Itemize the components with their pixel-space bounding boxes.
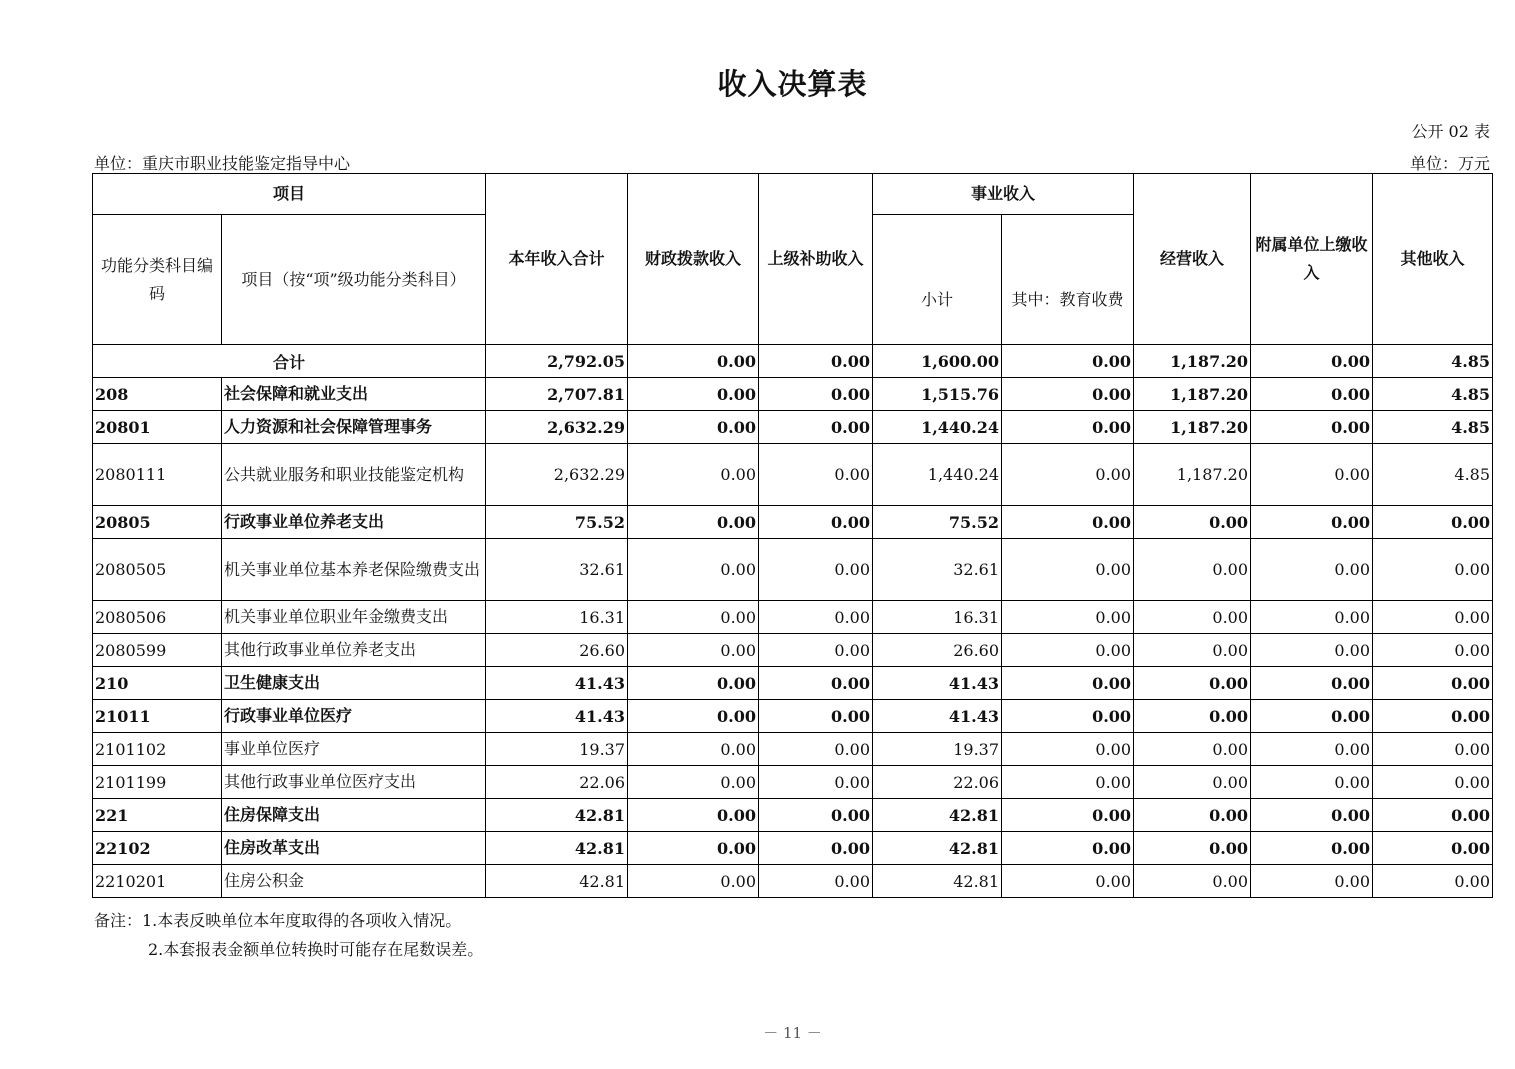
row-name: 事业单位医疗 [222,733,486,766]
table-row [93,733,1493,766]
row-value: 0.00 [759,733,873,766]
row-value: 41.43 [486,667,628,700]
row-value: 0.00 [1134,634,1251,667]
row-value: 0.00 [1251,865,1373,898]
row-name: 行政事业单位养老支出 [222,506,486,539]
row-name: 其他行政事业单位医疗支出 [222,766,486,799]
row-value: 1,187.20 [1134,411,1251,444]
row-value: 16.31 [486,601,628,634]
total-label: 合计 [93,345,486,378]
header-operating: 经营收入 [1134,174,1251,345]
row-value: 0.00 [759,378,873,411]
row-value: 0.00 [1251,700,1373,733]
row-value: 0.00 [628,601,759,634]
row-code: 20801 [93,411,222,444]
row-value: 0.00 [759,506,873,539]
income-table [92,173,1493,898]
row-value: 22.06 [486,766,628,799]
total-cell: 1,600.00 [873,345,1002,378]
currency-unit: 单位：万元 [1409,154,1490,173]
row-value: 0.00 [628,700,759,733]
row-value: 0.00 [1002,733,1134,766]
row-value: 75.52 [486,506,628,539]
row-value: 26.60 [873,634,1002,667]
header-name: 项目（按“项”级功能分类科目） [222,215,486,345]
row-code: 22102 [93,832,222,865]
row-value: 0.00 [1002,766,1134,799]
header-fiscal: 财政拨款收入 [628,174,759,345]
row-value: 0.00 [759,444,873,506]
row-name: 其他行政事业单位养老支出 [222,634,486,667]
row-value: 0.00 [628,634,759,667]
row-code: 20805 [93,506,222,539]
row-code: 2080111 [93,444,222,506]
row-value: 0.00 [1002,411,1134,444]
row-value: 19.37 [486,733,628,766]
total-row [93,345,1493,378]
row-value: 1,440.24 [873,444,1002,506]
row-value: 0.00 [1134,733,1251,766]
form-number: 公开 02 表 [1411,122,1490,141]
row-value: 1,187.20 [1134,378,1251,411]
reporting-unit: 单位：重庆市职业技能鉴定指导中心 [94,154,351,173]
row-value: 0.00 [1251,506,1373,539]
row-value: 42.81 [486,865,628,898]
row-value: 0.00 [628,506,759,539]
row-value: 2,632.29 [486,411,628,444]
row-code: 221 [93,799,222,832]
row-value: 42.81 [873,832,1002,865]
row-value: 0.00 [1002,667,1134,700]
row-value: 0.00 [1373,634,1493,667]
table-row [93,506,1493,539]
row-value: 0.00 [1251,601,1373,634]
row-value: 0.00 [1251,733,1373,766]
row-code: 2080599 [93,634,222,667]
row-code: 2210201 [93,865,222,898]
row-value: 0.00 [1002,601,1134,634]
page-title: 收入决算表 [717,67,868,101]
row-value: 16.31 [873,601,1002,634]
row-value: 0.00 [759,865,873,898]
row-value: 4.85 [1373,378,1493,411]
row-value: 0.00 [1251,539,1373,601]
row-value: 0.00 [1002,444,1134,506]
row-value: 0.00 [759,634,873,667]
table-row [93,539,1493,601]
row-value: 0.00 [759,667,873,700]
total-cell: 1,187.20 [1134,345,1251,378]
row-value: 2,707.81 [486,378,628,411]
row-value: 1,187.20 [1134,444,1251,506]
row-value: 0.00 [759,601,873,634]
row-value: 4.85 [1373,411,1493,444]
row-value: 42.81 [873,865,1002,898]
row-value: 0.00 [628,865,759,898]
table-row [93,700,1493,733]
row-value: 1,515.76 [873,378,1002,411]
row-value: 0.00 [759,832,873,865]
row-name: 机关事业单位基本养老保险缴费支出 [222,539,486,601]
row-value: 19.37 [873,733,1002,766]
row-value: 0.00 [1134,832,1251,865]
row-value: 42.81 [486,799,628,832]
note-line: 2.本套报表金额单位转换时可能存在尾数误差。 [148,940,484,959]
table-row [93,766,1493,799]
row-value: 75.52 [873,506,1002,539]
row-value: 0.00 [1373,700,1493,733]
table-row [93,832,1493,865]
row-value: 0.00 [1002,506,1134,539]
row-value: 26.60 [486,634,628,667]
table-row [93,444,1493,506]
row-value: 0.00 [628,766,759,799]
table-row [93,601,1493,634]
row-value: 0.00 [1373,865,1493,898]
row-value: 0.00 [1134,667,1251,700]
row-value: 0.00 [1373,539,1493,601]
row-value: 0.00 [628,444,759,506]
row-name: 卫生健康支出 [222,667,486,700]
row-value: 0.00 [628,411,759,444]
row-value: 0.00 [1373,667,1493,700]
header-business-group: 事业收入 [873,174,1134,215]
row-value: 2,632.29 [486,444,628,506]
row-value: 0.00 [1134,865,1251,898]
row-value: 32.61 [486,539,628,601]
row-value: 0.00 [1002,832,1134,865]
row-value: 0.00 [1134,506,1251,539]
row-value: 0.00 [759,539,873,601]
header-code: 功能分类科目编码 [93,215,222,345]
row-value: 0.00 [1251,667,1373,700]
total-cell: 0.00 [759,345,873,378]
row-value: 42.81 [486,832,628,865]
row-value: 0.00 [759,411,873,444]
row-code: 208 [93,378,222,411]
row-value: 0.00 [1251,766,1373,799]
row-code: 2080505 [93,539,222,601]
row-code: 2101102 [93,733,222,766]
row-value: 0.00 [1002,634,1134,667]
total-cell: 2,792.05 [486,345,628,378]
row-value: 0.00 [759,766,873,799]
table-row [93,667,1493,700]
row-value: 41.43 [486,700,628,733]
table-row [93,634,1493,667]
row-value: 0.00 [1002,539,1134,601]
header-project-group: 项目 [93,174,486,215]
row-value: 0.00 [1373,733,1493,766]
row-value: 0.00 [1251,799,1373,832]
note-line: 备注：1.本表反映单位本年度取得的各项收入情况。 [94,911,462,930]
total-cell: 0.00 [628,345,759,378]
table-row [93,378,1493,411]
row-name: 社会保障和就业支出 [222,378,486,411]
row-value: 0.00 [628,799,759,832]
total-cell: 4.85 [1373,345,1493,378]
row-value: 0.00 [1134,601,1251,634]
notes [94,906,483,964]
table-row [93,411,1493,444]
header-total: 本年收入合计 [486,174,628,345]
row-name: 住房保障支出 [222,799,486,832]
table-row [93,865,1493,898]
row-value: 0.00 [1002,799,1134,832]
row-code: 2101199 [93,766,222,799]
row-value: 42.81 [873,799,1002,832]
row-value: 0.00 [1373,766,1493,799]
row-value: 0.00 [1251,832,1373,865]
row-value: 0.00 [1002,700,1134,733]
row-name: 住房公积金 [222,865,486,898]
row-value: 0.00 [759,700,873,733]
row-value: 1,440.24 [873,411,1002,444]
row-value: 0.00 [1373,832,1493,865]
row-name: 公共就业服务和职业技能鉴定机构 [222,444,486,506]
row-value: 0.00 [1134,799,1251,832]
row-value: 4.85 [1373,444,1493,506]
row-value: 0.00 [628,539,759,601]
row-value: 0.00 [759,799,873,832]
header-superior: 上级补助收入 [759,174,873,345]
row-value: 0.00 [628,378,759,411]
row-name: 住房改革支出 [222,832,486,865]
row-value: 41.43 [873,700,1002,733]
page-number: － 11 － [763,1024,822,1042]
row-value: 32.61 [873,539,1002,601]
row-value: 0.00 [1251,411,1373,444]
row-value: 0.00 [1134,766,1251,799]
row-value: 0.00 [1373,799,1493,832]
row-value: 0.00 [1002,378,1134,411]
row-value: 0.00 [1251,634,1373,667]
header-affiliated: 附属单位上缴收入 [1251,174,1373,345]
row-name: 人力资源和社会保障管理事务 [222,411,486,444]
row-code: 2080506 [93,601,222,634]
row-name: 行政事业单位医疗 [222,700,486,733]
row-value: 0.00 [1002,865,1134,898]
row-code: 21011 [93,700,222,733]
row-value: 0.00 [628,832,759,865]
total-cell: 0.00 [1002,345,1134,378]
row-value: 22.06 [873,766,1002,799]
row-code: 210 [93,667,222,700]
row-value: 0.00 [1134,539,1251,601]
header-other: 其他收入 [1373,174,1493,345]
row-value: 0.00 [1373,506,1493,539]
row-value: 0.00 [1251,444,1373,506]
total-cell: 0.00 [1251,345,1373,378]
row-value: 0.00 [628,733,759,766]
header-subtotal: 小计 [873,215,1002,345]
row-value: 0.00 [628,667,759,700]
row-value: 0.00 [1134,700,1251,733]
row-value: 0.00 [1251,378,1373,411]
row-value: 41.43 [873,667,1002,700]
header-education: 其中：教育收费 [1002,215,1134,345]
row-name: 机关事业单位职业年金缴费支出 [222,601,486,634]
table-row [93,799,1493,832]
row-value: 0.00 [1373,601,1493,634]
